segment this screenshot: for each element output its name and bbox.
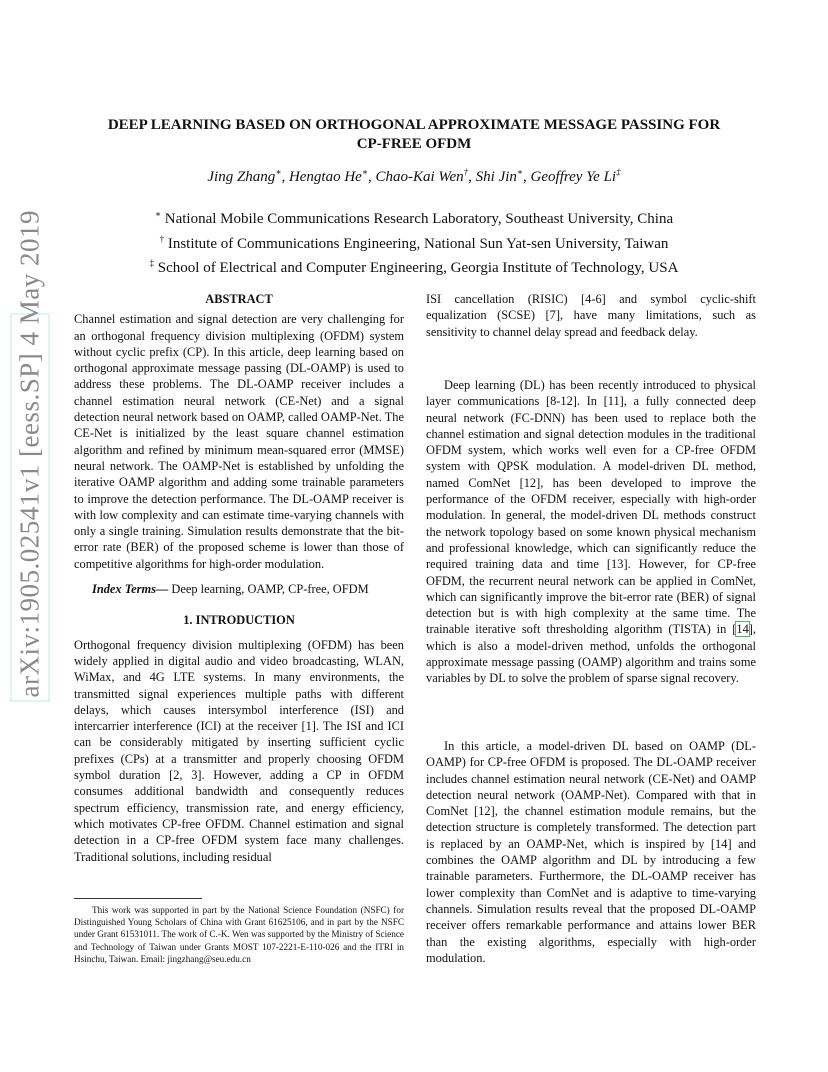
footnote-text: This work was supported in part by the National Science Foundation (NSFC) for Distinguished Young Scholars of China with Grant 61625106, and in part by the NSFC under Grant 61531011. The work of C.-K. Wen was supported by the Ministry of Science and Technology of Taiwan under Grants MOST 107-2221-E-110-026 and the ITRI in Hsinchu, Taiwan. Email: jingzhang@seu.edu.cn [74, 905, 404, 964]
author-mark: ∗ [361, 167, 368, 177]
arxiv-stamp[interactable]: arXiv:1905.02541v1 [eess.SP] 4 May 2019 [14, 210, 45, 698]
index-terms [74, 581, 404, 597]
intro-paragraph: Orthogonal frequency division multiplexing (OFDM) has been widely applied in digital audio and video broadcasting, WLAN, WiMax, and 4G LTE systems. In many environments, the transmitted signal experiences multiple paths with different delays, which causes intersymbol interference (ISI) and intercarrier interference (ICI) at the receiver [1]. The ISI and ICI can be considerably mitigated by inserting sufficient cyclic prefixes (CPs) at a transmitter and properly choosing OFDM symbol duration [2, 3]. However, adding a CP in OFDM consumes additional bandwidth and consequently reduces spectrum efficiency, transmission rate, and energy efficiency, which motivates CP-free OFDM. Channel estimation and signal detection in a CP-free OFDM system face many challenges. Traditional solutions, including residual [74, 637, 404, 864]
title-line-2: CP-FREE OFDM [356, 136, 472, 152]
author-list: Jing Zhang∗, Hengtao He∗, Chao-Kai Wen†, Shi Jin∗, Geoffrey Ye Li‡ [207, 167, 621, 185]
abstract-heading: ABSTRACT [205, 292, 273, 306]
index-terms-label: Index Terms— [92, 582, 169, 597]
author-name: Shi Jin [475, 169, 517, 185]
author-mark: ∗ [275, 167, 282, 177]
abstract-text: Channel estimation and signal detection are very challenging for an orthogonal frequency division multiplexing (OFDM) system without cyclic prefix (CP). In this article, deep learning based on orthogonal approximate message passing (DL-OAMP) is used to address these problems. The DL-OAMP receiver includes a channel estimation neural network (CE-Net) and a signal detection neural network based on OAMP, called OAMP-Net. The CE-Net is initialized by the least square channel estimation algorithm and refined by minimum mean-squared error (MMSE) neural network. The OAMP-Net is established by unfolding the iterative OAMP algorithm and adding some trainable parameters to improve the detection performance. The DL-OAMP receiver is with low complexity and can estimate time-varying channels with only a single training. Simulation results demonstrate that the bit-error rate (BER) of the proposed scheme is lower than those of competitive algorithms for high-order modulation. [74, 312, 404, 571]
intro-heading: 1. INTRODUCTION [183, 613, 295, 628]
footnote-rule [74, 898, 202, 899]
author-name: Jing Zhang [207, 169, 276, 185]
author-mark: ‡ [616, 167, 621, 177]
author-name: Hengtao He [288, 169, 362, 185]
right-paragraph-0: ISI cancellation (RISIC) [4-6] and symbol cyclic-shift equalization (SCSE) [7], have many limitations, such as sensitivity to channel delay spread and feedback delay. [426, 292, 756, 339]
right-paragraph-2: In this article, a model-driven DL based on OAMP (DL-OAMP) for CP-free OFDM is proposed. The DL-OAMP receiver includes channel estimation neural network (CE-Net) and OAMP detection neural network (OAMP-Net). Compared with that in ComNet [12], the channel estimation module remains, but the detection structure is completely transformed. The detection part is replaced by an OAMP-Net, which is inspired by [14] and combines the OAMP algorithm and DL by introducing a few trainable parameters. Furthermore, the DL-OAMP receiver has lower complexity than ComNet and is adaptive to time-varying channels. Simulation results reveal that the proposed DL-OAMP receiver offers remarkable performance and attains lower BER than the existing algorithms, especially with high-order modulation. [426, 739, 756, 965]
affiliation: ∗ National Mobile Communications Research Laboratory, Southeast University, China [154, 209, 674, 227]
citation-link[interactable]: 14 [736, 622, 749, 637]
author-mark: ∗ [516, 167, 524, 177]
affiliation: † Institute of Communications Engineering, National Sun Yat-sen University, Taiwan [159, 233, 669, 252]
right-column-bottom [426, 738, 756, 966]
affiliation: ‡ School of Electrical and Computer Engineering, Georgia Institute of Technology, USA [149, 258, 679, 276]
title-line-1: DEEP LEARNING BASED ON ORTHOGONAL APPROXIMATE MESSAGE PASSING FOR [107, 117, 721, 133]
right-paragraph-1: Deep learning (DL) has been recently introduced to physical layer communications [8-12]. In [11], a fully connected deep neural network (FC-DNN) has been used to replace both the channel estimation and signal detection modules in the traditional OFDM system, which works well even for a CP-free OFDM system with QPSK modulation. A model-driven DL method, named ComNet [12], has been developed to improve the performance of the OFDM receiver, especially with high-order modulation. In general, the model-driven DL methods construct the network topology based on some known physical mechanism and professional knowledge, which can significantly reduce the required training data and time [13]. However, for CP-free OFDM, the recurrent neural network can be applied in ComNet, which can significantly improve the bit-error rate (BER) of signal detection but is with high complexity at the same time. The trainable iterative soft thresholding algorithm (TISTA) in [14], which is also a model-driven method, unfolds the orthogonal approximate message passing (OAMP) algorithm and trains some variables by DL to solve the problem of sparse signal recovery. [426, 378, 756, 686]
affiliation-list [0, 205, 828, 279]
right-column-middle [426, 377, 756, 687]
author-name: Geoffrey Ye Li [530, 169, 617, 185]
left-column [74, 291, 404, 865]
author-name: Chao-Kai Wen [375, 169, 464, 185]
index-terms-text: Deep learning, OAMP, CP-free, OFDM [171, 582, 369, 597]
right-column-top [426, 291, 756, 340]
author-mark: † [463, 167, 469, 177]
footnote [74, 904, 404, 965]
paper-title [0, 116, 828, 154]
